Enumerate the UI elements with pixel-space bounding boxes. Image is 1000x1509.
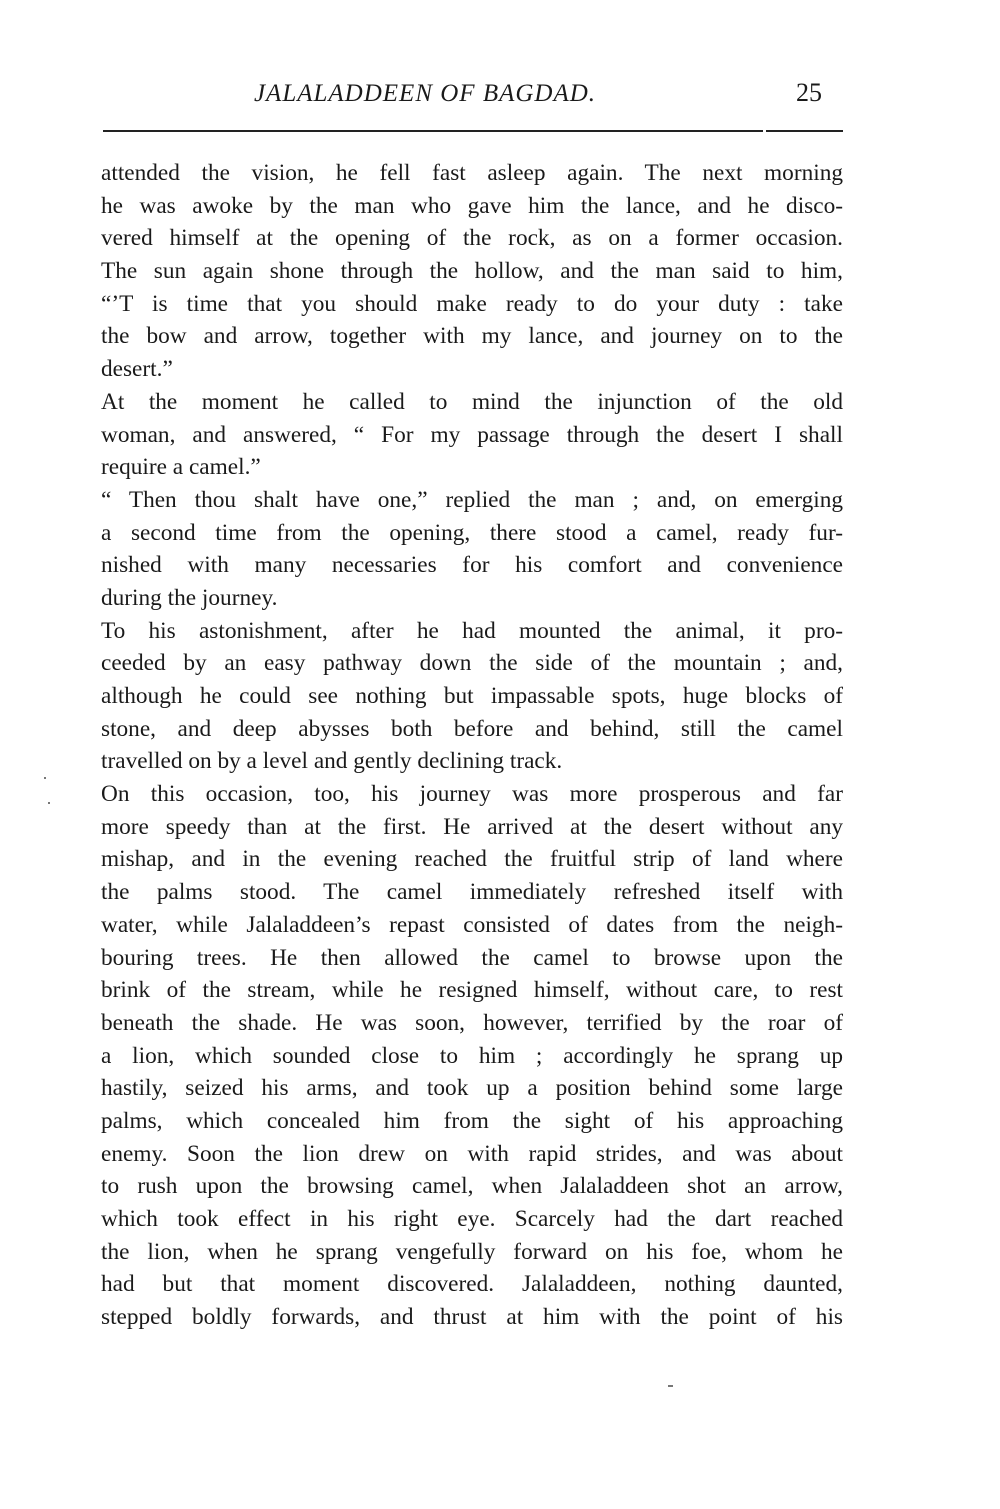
- page-number: 25: [796, 78, 822, 107]
- text-line: more speedy than at the first. He arrived at the desert without any: [101, 813, 843, 840]
- text-line: “’T is time that you should make ready to do your duty : take: [101, 290, 843, 317]
- scan-speck: [48, 802, 50, 804]
- text-line: he was awoke by the man who gave him the lance, and he disco-: [101, 192, 843, 219]
- text-line: hastily, seized his arms, and took up a position behind some large: [101, 1075, 843, 1102]
- text-line: On this occasion, too, his journey was more prosperous and far: [101, 781, 843, 808]
- text-line: water, while Jalaladdeen’s repast consisted of dates from the neigh-: [101, 911, 843, 938]
- text-line: enemy. Soon the lion drew on with rapid strides, and was about: [101, 1140, 843, 1167]
- text-line: bouring trees. He then allowed the camel to browse upon the: [101, 944, 843, 971]
- text-line: although he could see nothing but impassable spots, huge blocks of: [101, 683, 843, 709]
- text-line: beneath the shade. He was soon, however, terrified by the roar of: [101, 1009, 843, 1036]
- running-head-title: JALALADDEEN OF BAGDAD.: [253, 80, 597, 107]
- text-line: stone, and deep abysses both before and behind, still the camel: [101, 715, 843, 742]
- text-line: the bow and arrow, together with my lance, and journey on to the: [101, 323, 843, 350]
- header-rule-end: [766, 130, 843, 132]
- text-line: a second time from the opening, there stood a camel, ready fur-: [101, 519, 843, 546]
- header-rule: [103, 130, 763, 132]
- text-line: to rush upon the browsing camel, when Jalaladdeen shot an arrow,: [101, 1173, 843, 1200]
- text-line: during the journey.: [101, 584, 278, 611]
- scan-speck: [44, 777, 46, 779]
- text-line: brink of the stream, while he resigned himself, without care, to rest: [101, 977, 843, 1004]
- scan-speck: [668, 1385, 673, 1387]
- text-line: stepped boldly forwards, and thrust at him with the point of his: [101, 1304, 843, 1331]
- text-line: At the moment he called to mind the injunction of the old: [101, 388, 843, 415]
- text-line: the palms stood. The camel immediately refreshed itself with: [101, 879, 843, 906]
- text-line: a lion, which sounded close to him ; accordingly he sprang up: [101, 1042, 843, 1069]
- text-line: “ Then thou shalt have one,” replied the man ; and, on emerging: [101, 486, 843, 513]
- text-line: woman, and answered, “ For my passage through the desert I shall: [101, 421, 843, 448]
- text-line: desert.”: [101, 356, 173, 383]
- text-line: attended the vision, he fell fast asleep again. The next morning: [101, 160, 843, 186]
- text-line: which took effect in his right eye. Scarcely had the dart reached: [101, 1206, 843, 1232]
- text-line: ceeded by an easy pathway down the side of the mountain ; and,: [101, 650, 843, 677]
- body-text: [101, 157, 843, 1334]
- text-line: had but that moment discovered. Jalaladdeen, nothing daunted,: [101, 1271, 843, 1298]
- text-line: To his astonishment, after he had mounted the animal, it pro-: [101, 617, 843, 644]
- text-line: require a camel.”: [101, 454, 261, 481]
- text-line: The sun again shone through the hollow, and the man said to him,: [101, 258, 843, 285]
- text-line: the lion, when he sprang vengefully forward on his foe, whom he: [101, 1238, 843, 1265]
- text-line: travelled on by a level and gently declining track.: [101, 748, 563, 775]
- text-line: nished with many necessaries for his comfort and convenience: [101, 552, 843, 579]
- text-line: vered himself at the opening of the rock, as on a former occasion.: [101, 225, 843, 252]
- text-line: mishap, and in the evening reached the fruitful strip of land where: [101, 846, 843, 873]
- text-line: palms, which concealed him from the sight of his approaching: [101, 1107, 843, 1134]
